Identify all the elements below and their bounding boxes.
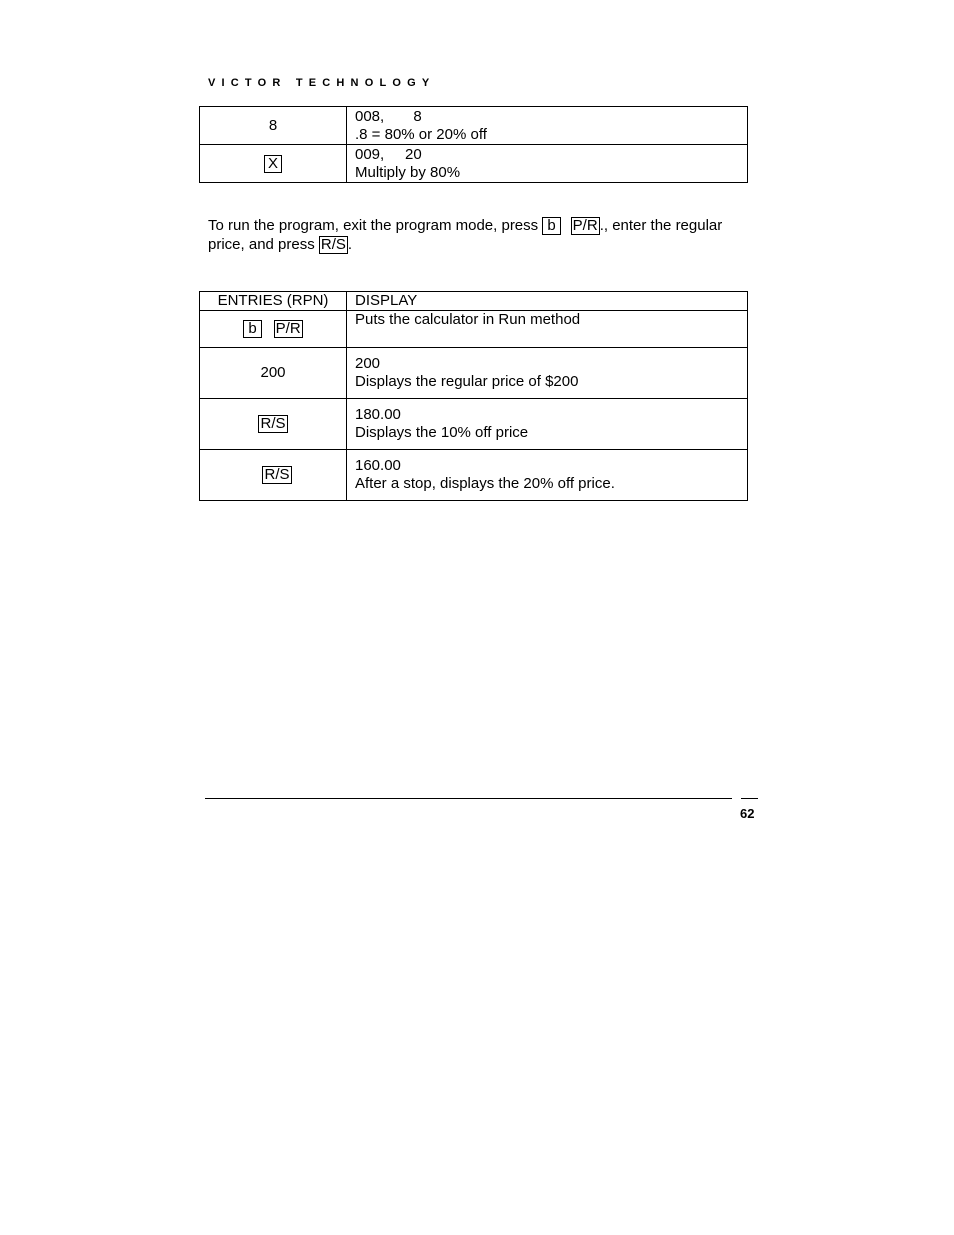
run-steps-table — [199, 291, 748, 501]
entry-cell — [200, 311, 347, 348]
instruction-text: ., enter the regular price, and press — [208, 217, 723, 253]
display-cell — [347, 145, 748, 183]
instruction-text: . — [347, 236, 353, 253]
display-cell — [347, 450, 748, 501]
display-line: Puts the calculator in Run method — [355, 311, 581, 328]
table-row — [200, 311, 748, 348]
display-line: 180.00 — [355, 406, 401, 423]
column-header-display: DISPLAY — [347, 292, 748, 311]
key-b: b — [243, 320, 261, 338]
entry-text: 200 — [260, 364, 286, 381]
running-header: VICTOR TECHNOLOGY — [208, 77, 436, 89]
table-row — [200, 107, 748, 145]
display-cell — [347, 348, 748, 399]
entry-cell — [200, 145, 347, 183]
program-steps-table — [199, 106, 748, 183]
entry-cell — [200, 348, 347, 399]
table-row — [200, 450, 748, 501]
display-line: 008, 8 — [355, 108, 422, 125]
key-rs: R/S — [260, 415, 286, 432]
table-header-row — [200, 292, 748, 311]
display-line: Displays the 10% off price — [355, 424, 529, 441]
display-line: Multiply by 80% — [355, 164, 461, 181]
instruction-text: To run the program, exit the program mode, press — [208, 217, 539, 234]
table-row — [200, 145, 748, 183]
display-line: Displays the regular price of $200 — [355, 373, 579, 390]
entry-cell — [200, 107, 347, 145]
display-line: 160.00 — [355, 457, 401, 474]
display-line: 009, 20 — [355, 146, 422, 163]
entry-cell — [200, 450, 347, 501]
footer-rule — [205, 798, 732, 799]
instruction-paragraph — [208, 216, 753, 254]
key-rs: R/S — [264, 466, 290, 483]
display-cell — [347, 107, 748, 145]
key-rs: R/S — [320, 236, 346, 253]
key-pr: P/R — [572, 217, 598, 234]
table-row — [200, 348, 748, 399]
key-pr: P/R — [275, 320, 301, 337]
display-cell — [347, 311, 748, 348]
page-number: 62 — [740, 806, 755, 821]
key-x: X — [264, 155, 282, 173]
display-line: .8 = 80% or 20% off — [355, 126, 487, 143]
key-b: b — [542, 217, 560, 235]
column-header-entries: ENTRIES (RPN) — [200, 292, 347, 311]
display-line: 200 — [355, 355, 381, 372]
display-cell — [347, 399, 748, 450]
display-line: After a stop, displays the 20% off price. — [355, 475, 615, 492]
footer-rule-short — [741, 798, 758, 799]
entry-cell — [200, 399, 347, 450]
entry-text: 8 — [268, 116, 278, 134]
table-row — [200, 399, 748, 450]
